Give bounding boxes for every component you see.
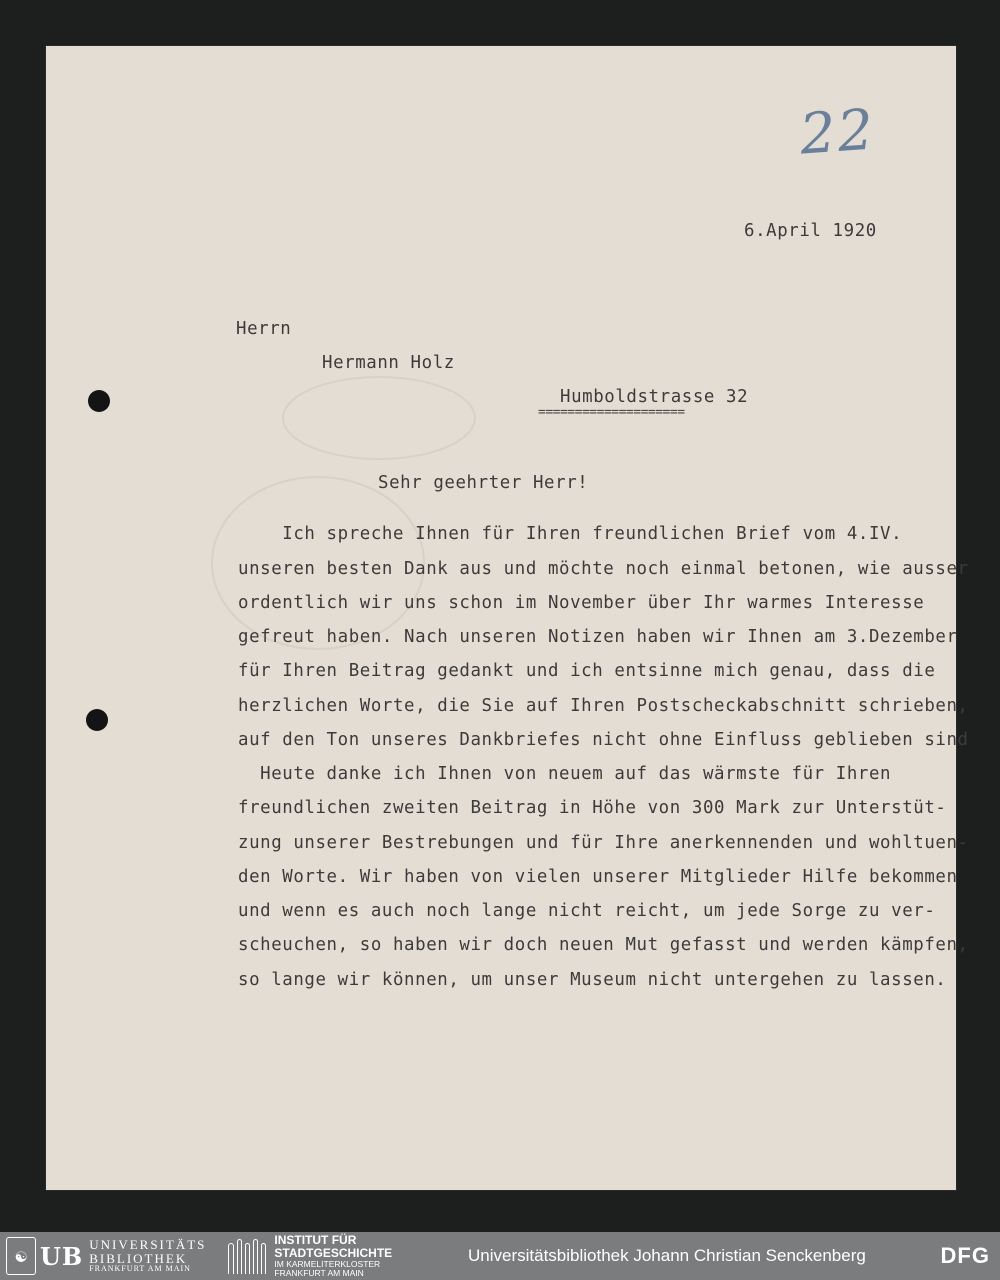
body-line: herzlichen Worte, die Sie auf Ihren Postscheckabschnitt schrieben, bbox=[238, 696, 969, 716]
ub-line3: FRANKFURT AM MAIN bbox=[89, 1264, 191, 1274]
body-line: gefreut haben. Nach unseren Notizen haben wir Ihnen am 3.Dezember bbox=[238, 627, 958, 647]
library-name: Universitätsbibliothek Johann Christian Senckenberg bbox=[468, 1246, 866, 1265]
body-line: für Ihren Beitrag gedankt und ich entsinne mich genau, dass die bbox=[238, 661, 936, 681]
ub-name bbox=[89, 1238, 206, 1274]
faint-stamp-impression bbox=[282, 376, 476, 460]
punch-hole-top bbox=[88, 390, 110, 412]
body-line: Ich spreche Ihnen für Ihren freundlichen Brief vom 4.IV. bbox=[238, 524, 903, 544]
ub-line1: UNIVERSITÄTS bbox=[89, 1237, 207, 1253]
recipient-name: Hermann Holz bbox=[322, 353, 455, 373]
street-underline: ==================== bbox=[538, 405, 685, 420]
body-line: freundlichen zweiten Beitrag in Höhe von 300 Mark zur Unterstüt- bbox=[238, 798, 947, 818]
footer-bar bbox=[0, 1232, 1000, 1280]
dfg-logo[interactable]: DFG bbox=[940, 1243, 990, 1268]
isg-line2: STADTGESCHICHTE bbox=[274, 1246, 393, 1261]
ub-line2: BIBLIOTHEK bbox=[89, 1250, 188, 1266]
isg-name bbox=[274, 1234, 392, 1277]
recipient-salutation: Herrn bbox=[236, 319, 292, 339]
body-line: zung unserer Bestrebungen und für Ihre anerkennenden und wohltuen- bbox=[238, 833, 969, 853]
body-line: auf den Ton unseres Dankbriefes nicht ohne Einfluss geblieben sind bbox=[238, 730, 969, 750]
body-line: so lange wir können, um unser Museum nicht untergehen zu lassen. bbox=[238, 970, 947, 990]
isg-line1: INSTITUT FÜR bbox=[274, 1233, 357, 1248]
letter-date: 6.April 1920 bbox=[744, 221, 877, 241]
body-line: unseren besten Dank aus und möchte noch einmal betonen, wie ausser bbox=[238, 559, 969, 579]
recipient-street: Humboldstrasse 32 bbox=[560, 387, 749, 407]
ub-emblem-icon: ☯ bbox=[6, 1237, 36, 1275]
body-line: Heute danke ich Ihnen von neuem auf das wärmste für Ihren bbox=[238, 764, 892, 784]
ub-letters: UB bbox=[40, 1241, 84, 1271]
punch-hole-bottom bbox=[86, 709, 108, 731]
handwritten-folio-number: 22 bbox=[797, 97, 878, 168]
letter-page bbox=[46, 46, 956, 1190]
isg-line3: IM KARMELITERKLOSTER bbox=[274, 1258, 381, 1269]
body-line: ordentlich wir uns schon im November über Ihr warmes Interesse bbox=[238, 593, 925, 613]
isg-arches-icon bbox=[228, 1238, 266, 1274]
letter-greeting: Sehr geehrter Herr! bbox=[378, 473, 589, 493]
isg-line4: FRANKFURT AM MAIN bbox=[274, 1267, 364, 1278]
ub-logo[interactable] bbox=[6, 1237, 206, 1275]
body-line: und wenn es auch noch lange nicht reicht, um jede Sorge zu ver- bbox=[238, 901, 936, 921]
body-line: den Worte. Wir haben von vielen unserer Mitglieder Hilfe bekommen bbox=[238, 867, 958, 887]
body-line: scheuchen, so haben wir doch neuen Mut gefasst und werden kämpfen, bbox=[238, 935, 969, 955]
isg-logo[interactable] bbox=[228, 1234, 392, 1277]
